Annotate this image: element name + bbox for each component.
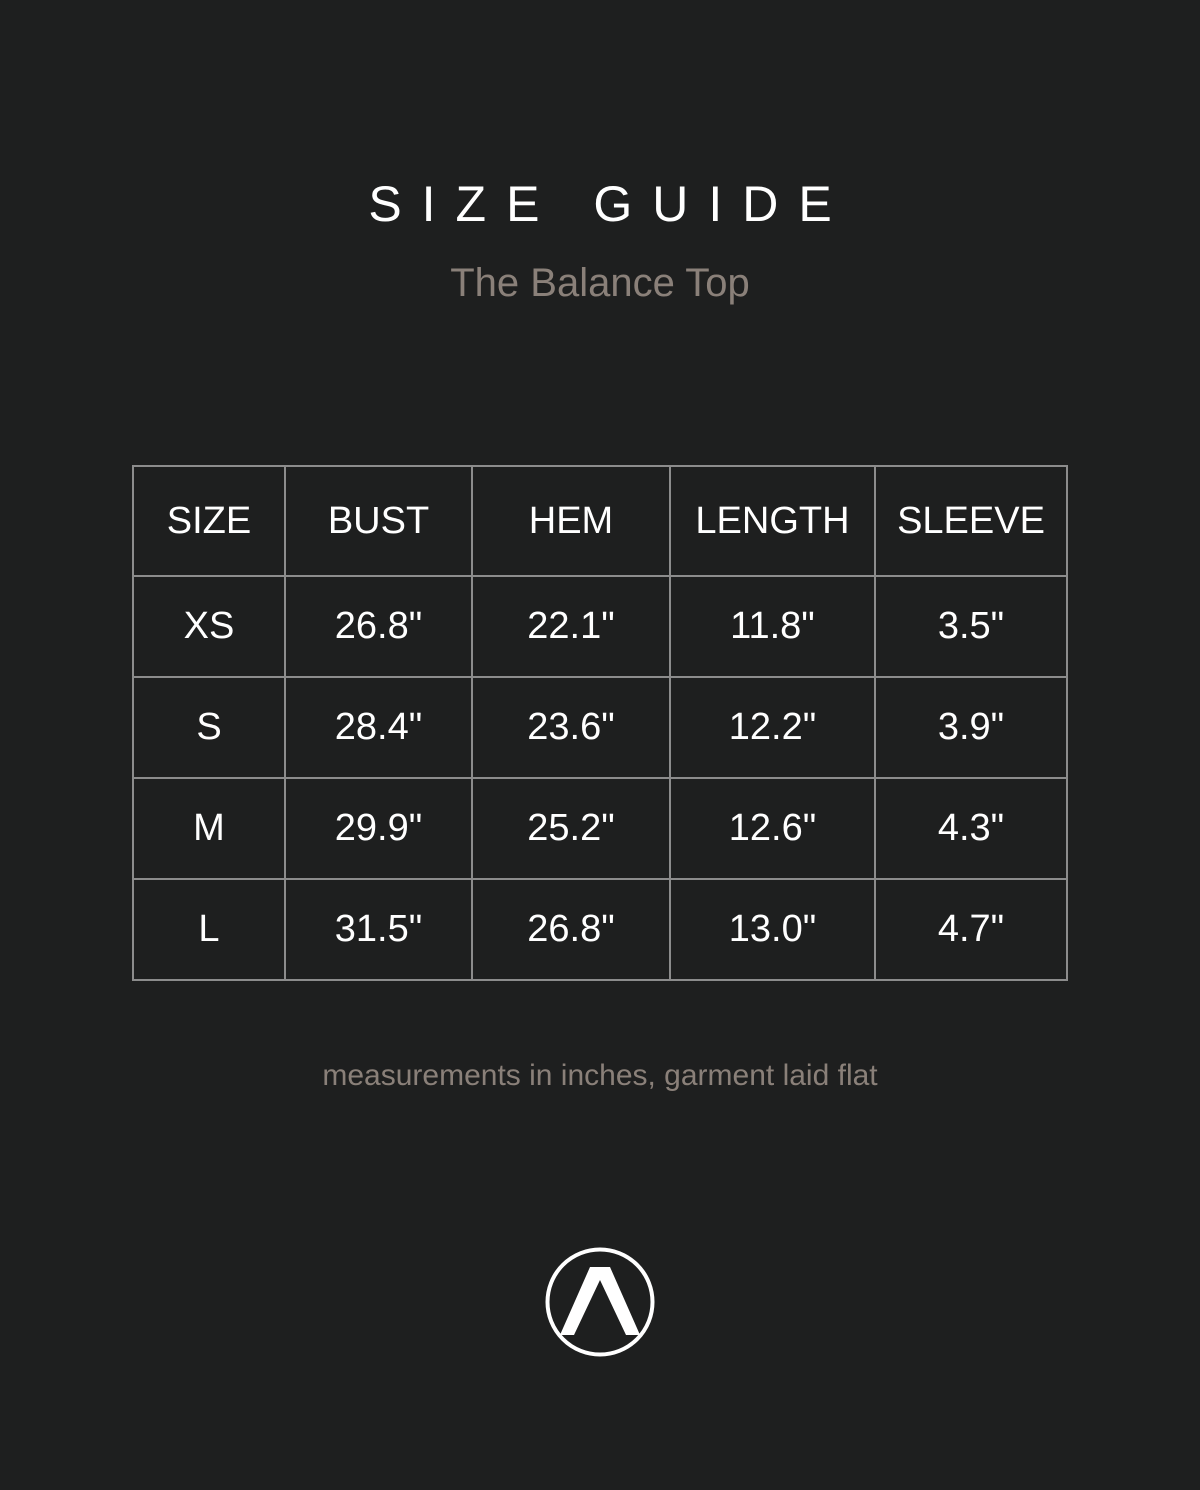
table-header-row: [133, 466, 1067, 576]
cell-length: 12.6": [670, 778, 875, 879]
cell-sleeve: 4.3": [875, 778, 1067, 879]
cell-size: M: [133, 778, 285, 879]
table-row: [133, 879, 1067, 980]
size-table: [132, 465, 1068, 981]
cell-bust: 31.5": [285, 879, 472, 980]
cell-length: 13.0": [670, 879, 875, 980]
table-row: [133, 576, 1067, 677]
cell-bust: 28.4": [285, 677, 472, 778]
cell-length: 11.8": [670, 576, 875, 677]
cell-sleeve: 3.5": [875, 576, 1067, 677]
cell-size: XS: [133, 576, 285, 677]
column-header-hem: HEM: [472, 466, 670, 576]
cell-sleeve: 3.9": [875, 677, 1067, 778]
cell-length: 12.2": [670, 677, 875, 778]
column-header-size: SIZE: [133, 466, 285, 576]
cell-hem: 23.6": [472, 677, 670, 778]
cell-hem: 26.8": [472, 879, 670, 980]
column-header-sleeve: SLEEVE: [875, 466, 1067, 576]
page-title: SIZE GUIDE: [368, 176, 852, 232]
cell-bust: 29.9": [285, 778, 472, 879]
table-row: [133, 778, 1067, 879]
cell-size: S: [133, 677, 285, 778]
brand-logo-icon: [545, 1247, 655, 1357]
column-header-length: LENGTH: [670, 466, 875, 576]
cell-hem: 25.2": [472, 778, 670, 879]
cell-size: L: [133, 879, 285, 980]
cell-hem: 22.1": [472, 576, 670, 677]
cell-bust: 26.8": [285, 576, 472, 677]
cell-sleeve: 4.7": [875, 879, 1067, 980]
column-header-bust: BUST: [285, 466, 472, 576]
product-name: The Balance Top: [450, 261, 750, 305]
table-row: [133, 677, 1067, 778]
measurement-note: measurements in inches, garment laid flat: [322, 1059, 878, 1092]
